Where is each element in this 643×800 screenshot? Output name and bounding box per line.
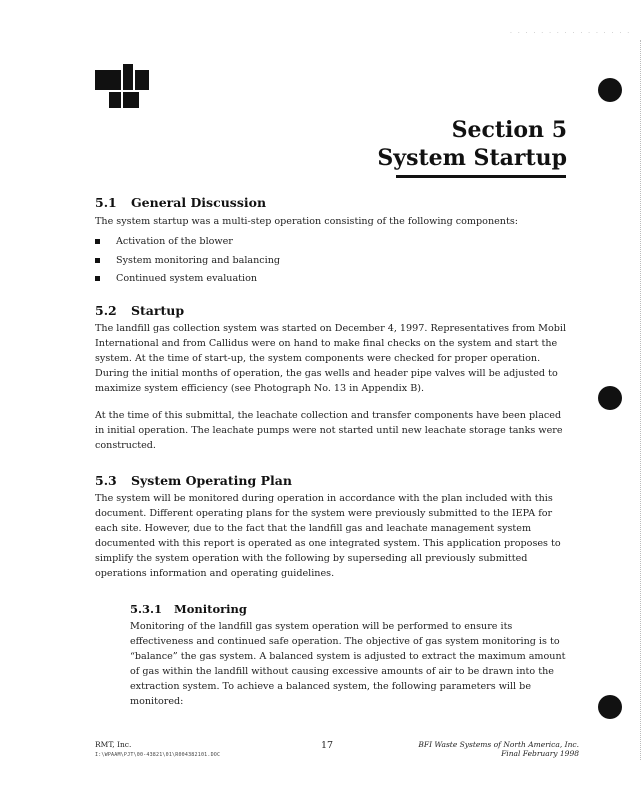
page-number: 17 (321, 740, 334, 751)
footer-file-path: I:\WPAAM\PJT\00-43821\01\R004382101.DOC (95, 752, 221, 758)
monitoring-paragraph: Monitoring of the landfill gas system operation will be performed to ensure its effectiveness and continued safe operation. The objective of gas system monitoring is to “balance” the gas system. A balanced system is adjusted to extract the maximum amount of gas within the landfill without causing excessive amounts of air to be drawn into the extraction system. To achieve a balanced system, the following parameters will be monitored: (130, 621, 566, 707)
scan-edge (639, 40, 641, 760)
list-item: Activation of the blower (95, 234, 280, 253)
scan-artifact: · · · · · · · · · · · · · · · · (510, 30, 632, 37)
list-item: System monitoring and balancing (95, 253, 280, 272)
binder-hole-middle (598, 386, 622, 410)
footer-date: Final February 1998 (501, 749, 579, 758)
heading-5-2 (95, 303, 184, 318)
heading-5-1 (95, 195, 266, 210)
operating-plan-paragraph: The system will be monitored during operation in accordance with the plan included with this document. Different operating plans for the system were previously submitted to the IEPA for each site. However, due to the fact that the landfill gas and leachate management system documented with this report is operated as one integrated system. This application proposes to simplify the system operation with the following by superseding all previously submitted operations information and operating guidelines. (95, 493, 561, 579)
footer-left (95, 740, 220, 758)
startup-paragraph-1: The landfill gas collection system was started on December 4, 1997. Representatives from Mobil International and from Callidus were on hand to make final checks on the system and start the system. At the time of start-up, the system components were checked for proper operation. During the initial months of operation, the gas wells and header pipe valves will be adjusted to maximize system efficiency (see Photograph No. 13 in Appendix B). (95, 323, 567, 394)
footer-company: RMT, Inc. (95, 740, 132, 749)
section-title-rule (396, 175, 566, 178)
company-logo (95, 64, 155, 110)
section-number: Section 5 (451, 117, 567, 143)
heading-5-3 (95, 473, 292, 488)
heading-number: 5.1 (95, 195, 117, 210)
footer-client: BFI Waste Systems of North America, Inc. (418, 740, 579, 749)
list-item: Continued system evaluation (95, 271, 280, 290)
startup-paragraph-2: At the time of this submittal, the leachate collection and transfer components have been placed in initial operation. The leachate pumps were not started until new leachate storage tanks were constructed. (95, 410, 563, 451)
startup-components-list (95, 234, 280, 290)
heading-5-3-1 (130, 602, 247, 616)
heading-title: Monitoring (174, 602, 247, 616)
general-discussion-intro: The system startup was a multi-step operation consisting of the following components: (95, 216, 518, 227)
heading-title: System Operating Plan (131, 473, 292, 488)
heading-title: General Discussion (131, 195, 267, 210)
heading-number: 5.2 (95, 303, 117, 318)
binder-hole-top (598, 78, 622, 102)
heading-number: 5.3 (95, 473, 117, 488)
heading-title: Startup (131, 303, 185, 318)
footer-right (418, 740, 579, 758)
heading-number: 5.3.1 (130, 602, 163, 616)
binder-hole-bottom (598, 695, 622, 719)
section-title: System Startup (377, 145, 567, 171)
